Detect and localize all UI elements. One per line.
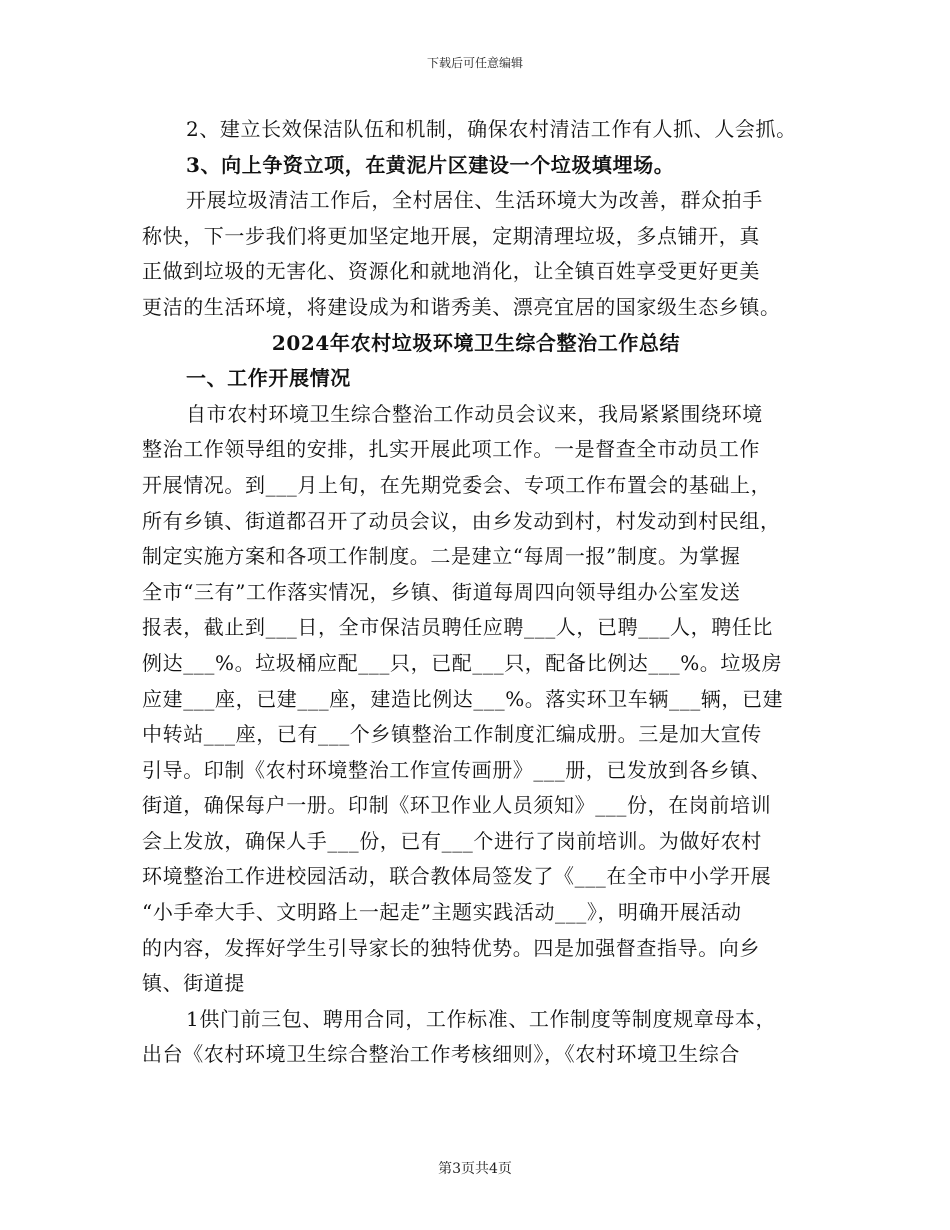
paragraph-line: 全市“三有”工作落实情况，乡镇、街道每周四向领导组办公室发送: [142, 579, 741, 604]
paragraph-line: 正做到垃圾的无害化、资源化和就地消化，让全镇百姓享受更好更美: [142, 259, 760, 284]
paragraph-line: 会上发放，确保人手___份，已有___个进行了岗前培训。为做好农村: [142, 828, 762, 853]
document-body: [142, 112, 810, 1073]
paragraph-line: 中转站___座，已有___个乡镇整治工作制度汇编成册。三是加大宣传: [142, 722, 762, 747]
paragraph-line-bold: 3、向上争资立项，在黄泥片区建设一个垃圾填埋场。: [186, 152, 675, 177]
paragraph-line: 自市农村环境卫生综合整治工作动员会议来，我局紧紧围绕环境: [186, 401, 763, 426]
paragraph-line: 更洁的生活环境，将建设成为和谐秀美、漂亮宜居的国家级生态乡镇。: [142, 294, 781, 319]
paragraph-line: 出台《农村环境卫生综合整治工作考核细则》，《农村环境卫生综合: [142, 1042, 740, 1067]
paragraph-line: 引导。印制《农村环境整治工作宣传画册》___册，已发放到各乡镇、: [142, 757, 772, 782]
document-title: 2024年农村垃圾环境卫生综合整治工作总结: [271, 330, 681, 355]
paragraph-line: 应建___座，已建___座，建造比例达___%。落实环卫车辆___辆，已建: [142, 686, 784, 711]
paragraph-line: 环境整治工作进校园活动，联合教体局签发了《___在全市中小学开展: [142, 864, 772, 889]
paragraph-line: 镇、街道提: [142, 971, 245, 996]
paragraph-line: 报表，截止到___日，全市保洁员聘任应聘___人，已聘___人，聘任比: [142, 615, 773, 640]
paragraph-line: “小手牵大手、文明路上一起走”主题实践活动___》，明确开展活动: [142, 900, 742, 925]
header-note: 下载后可任意编辑: [426, 56, 523, 70]
paragraph-line: 1供门前三包、聘用合同，工作标准、工作制度等制度规章母本，: [186, 1006, 777, 1031]
paragraph-line: 街道，确保每户一册。印制《环卫作业人员须知》___份，在岗前培训: [142, 793, 772, 818]
paragraph-line: 开展情况。到___月上旬，在先期党委会、专项工作布置会的基础上，: [142, 472, 772, 497]
paragraph-line: 开展垃圾清洁工作后，全村居住、生活环境大为改善，群众拍手: [186, 188, 763, 213]
paragraph-line: 的内容，发挥好学生引导家长的独特优势。四是加强督查指导。向乡: [142, 935, 760, 960]
paragraph-line: 制定实施方案和各项工作制度。二是建立“每周一报”制度。为掌握: [142, 544, 741, 569]
paragraph-line: 整治工作领导组的安排，扎实开展此项工作。一是督查全市动员工作: [142, 437, 760, 462]
paragraph-line: 例达___%。垃圾桶应配___只，已配___只，配备比例达___%。垃圾房: [142, 650, 783, 675]
paragraph-line: 称快，下一步我们将更加坚定地开展，定期清理垃圾，多点铺开，真: [142, 223, 760, 248]
section-heading: 一、工作开展情况: [186, 366, 351, 391]
paragraph-line: 所有乡镇、街道都召开了动员会议，由乡发动到村，村发动到村民组，: [142, 508, 781, 533]
paragraph-line: 2、建立长效保洁队伍和机制，确保农村清洁工作有人抓、人会抓。: [186, 117, 797, 141]
page-number: 第3页共4页: [438, 1161, 512, 1177]
